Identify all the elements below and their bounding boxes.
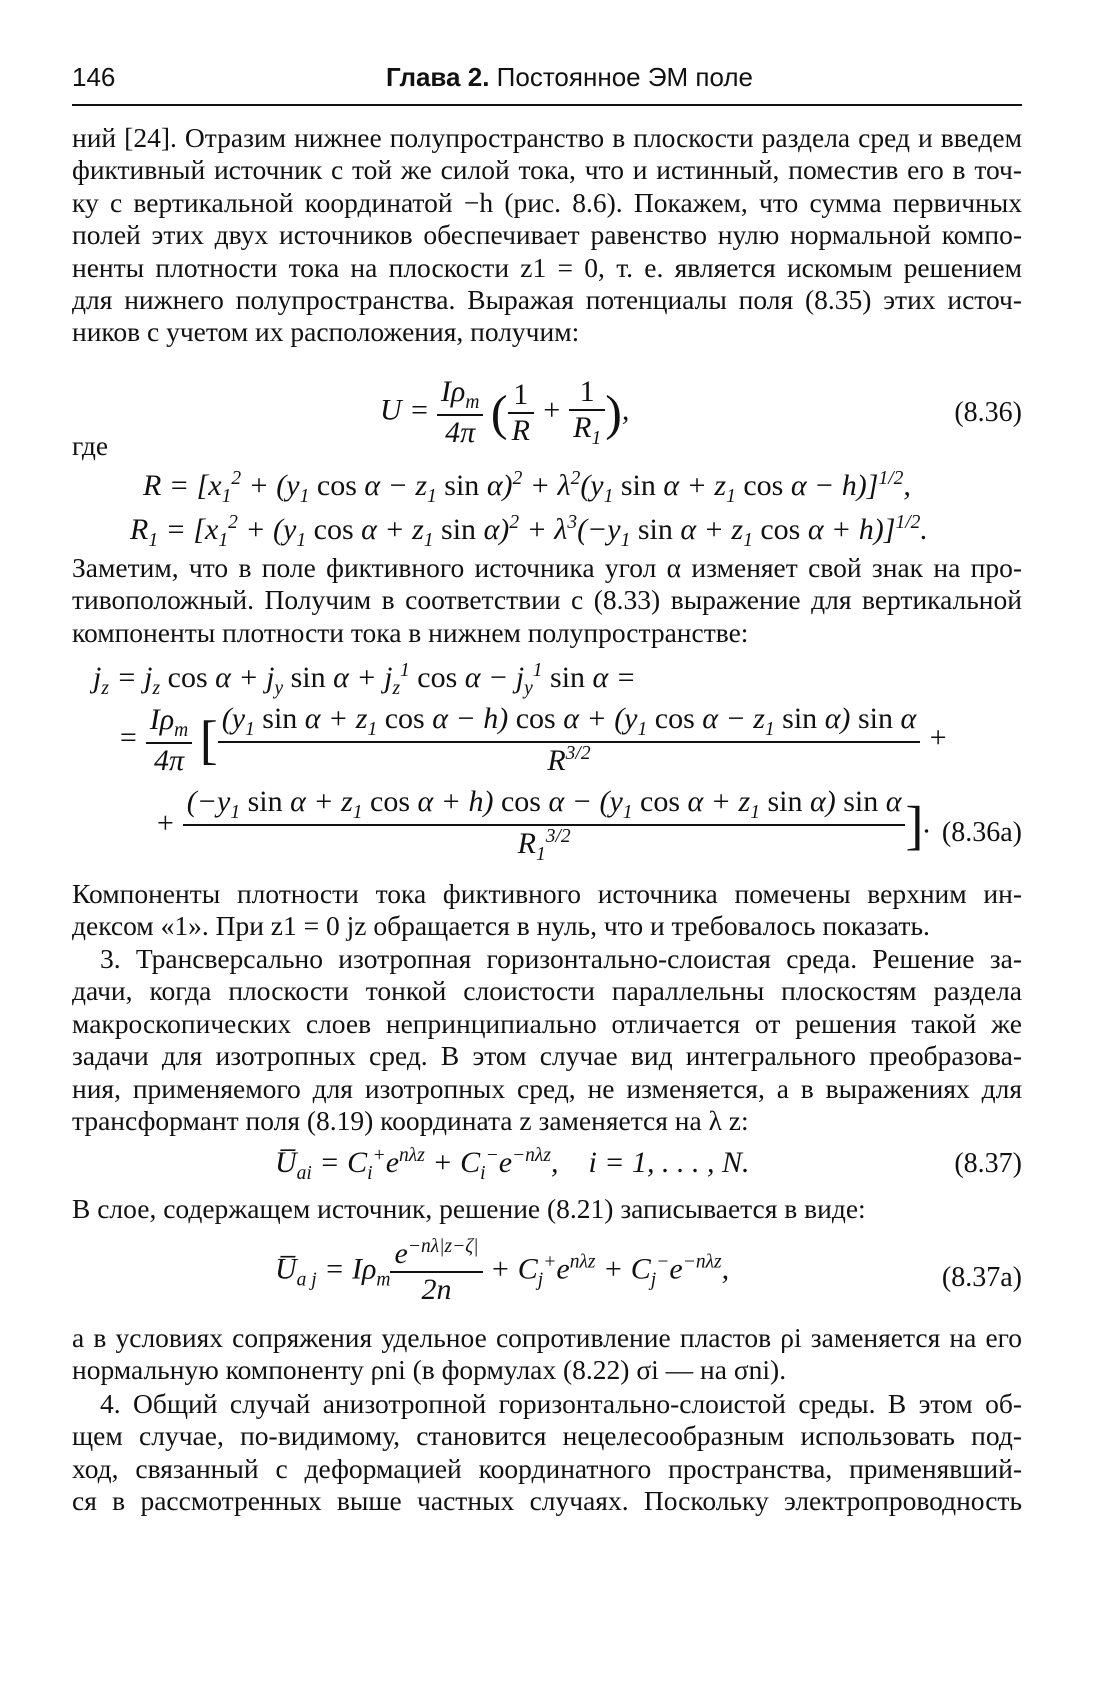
text-line: компоненты плотности тока в нижнем полупространстве: (72, 616, 749, 648)
paragraph-4 (72, 943, 1022, 1137)
text-line: трансформант поля (8.19) координата z заменяется на λ z: (72, 1105, 749, 1137)
page-header (72, 62, 1022, 100)
paragraph-6 (72, 1322, 1022, 1387)
text-line: В слое, содержащем источник, решение (8.21) записывается в виде: (72, 1193, 866, 1224)
text-line: нормальную компоненту ρni (в формулах (8.22) σi — на σni). (72, 1354, 787, 1386)
equation-8-36a-line3: + ($-y_1$ $\sin \alpha + z_1$ cos α + h) $\cos \alpha - (y_1$ $\cos \alpha + z_1$ sin α) sin α $R_1^{3/2}$ ]. (155, 785, 931, 865)
equation-number: (8.36) (954, 397, 1022, 428)
chapter-title: Постоянное ЭМ поле (496, 62, 754, 92)
text-line: дексом «1». При z1 = 0 jz обращается в нуль, что и требовалось показать. (72, 910, 930, 942)
text-line: 4. Общий случай анизотропной горизонтально-слоистой среды. В этом об- (100, 1388, 1022, 1419)
paragraph-7 (72, 1388, 1022, 1518)
text-line: 3. Трансверсально изотропная горизонтально-слоистая среда. Решение за- (100, 943, 1022, 974)
equation-number: (8.37) (954, 1148, 1022, 1179)
text-line: ников с учетом их расположения, получим: (72, 316, 580, 348)
equation-8-36a-line2: = $\frac{I\rho_m}{4\pi}$ [ ($y_1$ $\sin \alpha + z_1$ cos α − h) $\cos \alpha + (y_1$ $\cos \alpha - z_1$ sin α) sin α $R^{3/2}$ + (118, 702, 948, 777)
where-label: где (72, 430, 109, 461)
text-line: тивоположный. Получим в соответствии с (8.33) выражение для вертикальной (72, 584, 1022, 616)
text-line: а в условиях сопряжения удельное сопротивление пластов ρi заменяется на его (72, 1322, 1022, 1353)
text-line: ния, применяемого для изотропных сред, не изменяется, а в выражениях для (72, 1072, 1022, 1104)
text-line: ся в рассмотренных выше частных случаях. Поскольку электропроводность (72, 1485, 1022, 1517)
text-line: Компоненты плотности тока фиктивного источника помечены верхним ин- (72, 878, 1022, 909)
paragraph-5 (72, 1193, 1022, 1225)
paragraph-2 (72, 552, 1022, 649)
equation-number: (8.36а) (941, 817, 1022, 848)
text-line: макроскопических слоев непринципиально отличается от решения такой же (72, 1007, 1022, 1039)
equation-R: $R = [x_1^2 + (y_1$ $\cos \alpha - z_1$ $\sin \alpha)^2 + \lambda^2(y_1$ $\sin \alpha + z_1$ cos α − h)]$^{1/2}$, (143, 468, 911, 507)
equation-8-37: $U̅_{ai} = C_i^+e^{n\lambda z} + C_i^-e^{-n\lambda z}$, i = 1, . . . , N. (275, 1145, 750, 1184)
equation-8-37a: $U̅_{a j} = I\rho_m$ $\frac{e^{-n\lambda|z-\zeta|}}{2n}$ + $C_j^+e^{n\lambda z} + C_j^-e^{-n\lambda z}$, (275, 1236, 730, 1306)
header-rule (72, 104, 1022, 106)
text-line: фиктивный источник с той же силой тока, что и истинный, поместив его в точ- (72, 154, 1022, 186)
equation-number: (8.37а) (941, 1262, 1022, 1293)
text-line: задачи для изотропных сред. В этом случае вид интегрального преобразова- (72, 1040, 1022, 1072)
equation-8-36: U = $\frac{I\rho_m}{4\pi}$ ( $\frac{1}{R}$ + $\frac{1}{R_1}$ ), (380, 375, 630, 449)
chapter-label: Глава 2. (386, 62, 490, 92)
text-line: ку с вертикальной координатой −h (рис. 8.6). Покажем, что сумма первичных (72, 186, 1022, 218)
paragraph-3 (72, 878, 1022, 943)
text-line: ненты плотности тока на плоскости z1 = 0, т. е. является искомым решением (72, 251, 1022, 283)
text-line: ний [24]. Отразим нижнее полупространство в плоскости раздела сред и введем (72, 122, 1022, 153)
running-head (386, 62, 753, 93)
equation-8-36a-line1: $j_z = j_z$ $\cos \alpha + j_y$ $\sin \alpha + j_z^1$ $\cos \alpha - j_y^1$ sin α = (93, 660, 637, 699)
paragraph-1 (72, 122, 1022, 349)
text-line: ход, связанный с деформацией координатного пространства, применявший- (72, 1452, 1022, 1484)
text-line: полей этих двух источников обеспечивает равенство нулю нормальной компо- (72, 219, 1022, 251)
text-line: для нижнего полупространства. Выражая потенциалы поля (8.35) этих источ- (72, 284, 1022, 316)
page-number: 146 (72, 62, 116, 92)
text-line: Заметим, что в поле фиктивного источника угол α изменяет свой знак на про- (72, 552, 1022, 583)
text-line: щем случае, по-видимому, становится нецелесообразным использовать под- (72, 1420, 1022, 1452)
text-line: дачи, когда плоскости тонкой слоистости параллельны плоскостям раздела (72, 975, 1022, 1007)
equation-R1: $R_1 = [x_1^2 + (y_1$ $\cos \alpha + z_1$ $\sin \alpha)^2 + \lambda^3(-y_1$ $\sin \alpha + z_1$ cos α + h)]$^{1/2}$. (130, 512, 928, 551)
